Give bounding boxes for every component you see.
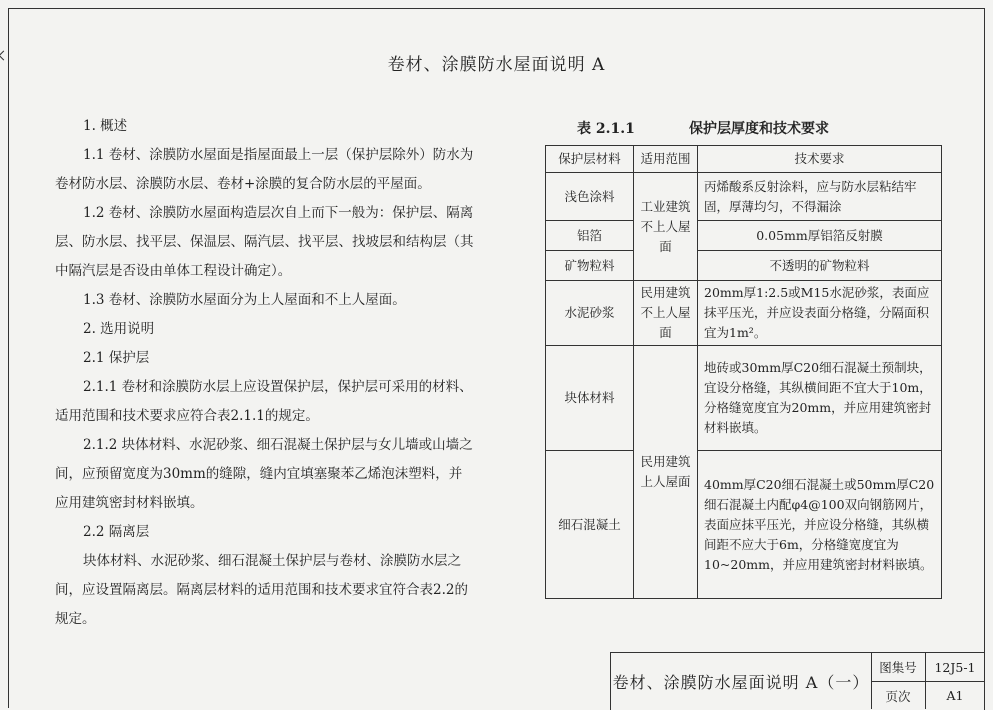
table-row: [546, 346, 942, 451]
cell-scope: 工业建筑不上人屋面: [634, 173, 698, 281]
cell-scope: 民用建筑不上人屋面: [634, 281, 698, 346]
section-1-heading: 1. 概述: [83, 118, 128, 134]
cell-requirement: 不透明的矿物粒料: [698, 251, 942, 281]
title-block: [610, 652, 985, 710]
page-value: A1: [946, 688, 964, 703]
drawing-title: 卷材、涂膜防水屋面说明 A（一）: [611, 653, 872, 709]
cell-requirement: 丙烯酸系反射涂料，应与防水层粘结牢固，厚薄均匀，不得漏涂: [698, 173, 942, 221]
section-2-2-heading: 2.2 隔离层: [83, 524, 150, 540]
section-2-heading: 2. 选用说明: [83, 321, 155, 337]
cell-requirement: 地砖或30mm厚C20细石混凝土预制块，宜设分格缝，其纵横间距不宜大于10m，分格缝宽度宜为20mm，并应用建筑密封材料嵌填。: [698, 346, 942, 451]
paragraph-1-3: 1.3 卷材、涂膜防水屋面分为上人屋面和不上人屋面。: [83, 292, 406, 308]
table-row: [546, 451, 942, 599]
cell-requirement: 0.05mm厚铝箔反射膜: [698, 221, 942, 251]
page-label: 页次: [871, 682, 926, 709]
paragraph-1-1: 1.1 卷材、涂膜防水屋面是指屋面最上一层（保护层除外）防水为卷材防水层、涂膜防水层、卷材+涂膜的复合防水层的平屋面。: [55, 147, 474, 192]
header-scope: 适用范围: [634, 146, 698, 173]
body-text: [55, 112, 475, 634]
paragraph-2-2: 块体材料、水泥砂浆、细石混凝土保护层与卷材、涂膜防水层之间，应设置隔离层。隔离层材料的适用范围和技术要求宜符合表2.2的规定。: [55, 553, 468, 627]
table-row: [546, 251, 942, 281]
header-requirement: 技术要求: [698, 146, 942, 173]
table-header-row: [546, 146, 942, 173]
paragraph-2-1-2: 2.1.2 块体材料、水泥砂浆、细石混凝土保护层与女儿墙或山墙之间，应预留宽度为30mm的缝隙，缝内宜填塞聚苯乙烯泡沫塑料，并应用建筑密封材料嵌填。: [55, 437, 473, 511]
cell-material: 水泥砂浆: [546, 281, 634, 346]
atlas-label: 图集号: [871, 653, 926, 682]
cell-material: 矿物粒料: [546, 251, 634, 281]
protection-layer-table: [545, 145, 942, 599]
paragraph-2-1-1: 2.1.1 卷材和涂膜防水层上应设置保护层，保护层可采用的材料、适用范围和技术要求应符合表2.1.1的规定。: [55, 379, 473, 424]
table-row: [546, 173, 942, 221]
table-title: 保护层厚度和技术要求: [689, 121, 829, 137]
cell-material: 块体材料: [546, 346, 634, 451]
table-row: [546, 281, 942, 346]
cell-material: 细石混凝土: [546, 451, 634, 599]
cell-scope: 民用建筑上人屋面: [634, 346, 698, 599]
paragraph-1-2: 1.2 卷材、涂膜防水屋面构造层次自上而下一般为：保护层、隔离层、防水层、找平层、保温层、隔汽层、找平层、找坡层和结构层（其中隔汽层是否设由单体工程设计确定）。: [55, 205, 474, 279]
cell-requirement: 20mm厚1:2.5或M15水泥砂浆，表面应抹平压光，并应设表面分格缝，分隔面积宜为1m²。: [698, 281, 942, 346]
cell-material: 浅色涂料: [546, 173, 634, 221]
page-title: 卷材、涂膜防水屋面说明 A: [387, 55, 606, 75]
table-number: 表 2.1.1: [577, 121, 635, 137]
cell-material: 铝箔: [546, 221, 634, 251]
section-2-1-heading: 2.1 保护层: [83, 350, 150, 366]
atlas-value: 12J5-1: [926, 653, 984, 682]
cell-requirement: 40mm厚C20细石混凝土或50mm厚C20细石混凝土内配φ4@100双向钢筋网片，表面应抹平压光，并应设分格缝，其纵横间距不应大于6m，分格缝宽度宜为10~20mm，并应用建筑密封材料嵌填。: [698, 451, 942, 599]
table-row: [546, 221, 942, 251]
header-material: 保护层材料: [546, 146, 634, 173]
